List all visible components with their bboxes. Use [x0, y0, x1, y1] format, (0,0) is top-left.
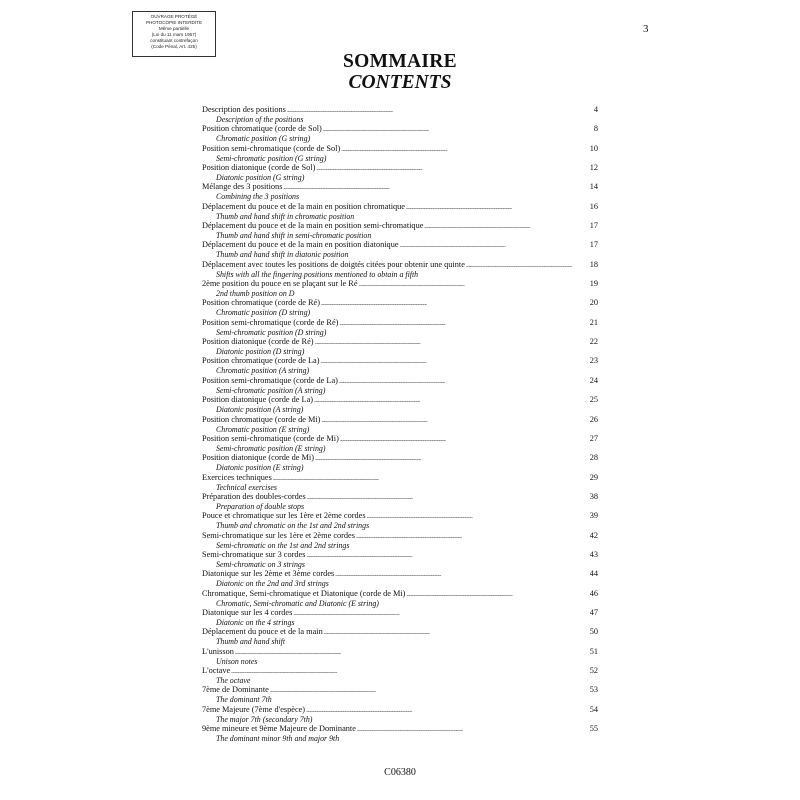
- toc-entry-line: [202, 685, 598, 695]
- dot-leader: [323, 124, 593, 136]
- toc-entry-page: 10: [589, 143, 598, 153]
- toc-entry-line: [202, 337, 598, 347]
- toc-entry-line: [202, 318, 598, 328]
- toc-entry-translation: Preparation of double stops: [216, 501, 305, 511]
- toc-entry-line: [202, 415, 598, 425]
- toc-entry-translation: The dominant 7th: [216, 695, 272, 705]
- stamp-line: (Loi du 11 mars 1957): [151, 32, 197, 38]
- toc-entry-page: 4: [593, 105, 598, 114]
- toc-entry-title: Déplacement avec toutes les positions de doigtés citées pour obtenir une quinte: [202, 259, 465, 269]
- page-title: SOMMAIRE: [343, 51, 457, 72]
- toc-entry-line: [202, 105, 598, 115]
- toc-entry: [202, 724, 598, 743]
- toc-entry: [202, 647, 598, 666]
- toc-entry-translation: Semi-chromatic position (A string): [216, 385, 326, 395]
- stamp-line: PHOTOCOPIE INTERDITE: [145, 20, 203, 26]
- toc-entry: [202, 260, 598, 279]
- dot-leader: [406, 202, 589, 214]
- stamp-line: (Code Pénal, Art. 425): [151, 44, 197, 50]
- dot-leader: [339, 318, 588, 330]
- toc-entry-translation: Semi-chromatic position (D string): [216, 327, 327, 337]
- stamp-line: Même partielle: [158, 26, 190, 32]
- toc-entry-line: [202, 240, 598, 250]
- toc-entry-translation: Thumb and chromatic on the 1st and 2nd strings: [216, 521, 370, 531]
- toc-entry-page: 28: [589, 453, 598, 463]
- toc-entry-page: 29: [589, 472, 598, 482]
- toc-entry-title: Pouce et chromatique sur les 1ère et 2ème cordes: [202, 511, 366, 521]
- toc-entry: [202, 144, 598, 163]
- toc-entry-translation: Semi-chromatic position (G string): [216, 153, 327, 163]
- toc-entry-title: Position diatonique (corde de Mi): [202, 453, 314, 463]
- toc-entry-line: [202, 279, 598, 289]
- toc-entry-translation: Thumb and hand shift in chromatic position: [216, 211, 355, 221]
- toc-entry-line: [202, 531, 598, 541]
- dot-leader: [321, 298, 589, 310]
- toc-entry-page: 23: [589, 356, 598, 366]
- toc-entry-title: Semi-chromatique sur 3 cordes: [202, 549, 306, 559]
- toc-entry-page: 18: [589, 259, 598, 269]
- toc-entry: [202, 415, 598, 434]
- toc-entry: [202, 395, 598, 414]
- toc-entry-line: [202, 473, 598, 483]
- dot-leader: [367, 511, 589, 523]
- toc-entry-line: [202, 124, 598, 134]
- toc-entry-page: 26: [589, 414, 598, 424]
- toc-entry-translation: Diatonic position (E string): [216, 463, 304, 473]
- dot-leader: [400, 240, 589, 252]
- toc-entry: [202, 608, 598, 627]
- toc-entry-page: 17: [589, 240, 598, 250]
- page-number: 3: [643, 23, 649, 35]
- toc-entry-title: Déplacement du pouce et de la main en position semi-chromatique: [202, 221, 424, 231]
- toc-entry-translation: Diatonic on the 4 strings: [216, 617, 295, 627]
- toc-entry-line: [202, 550, 598, 560]
- dot-leader: [235, 647, 589, 659]
- toc-entry-page: 19: [589, 279, 598, 289]
- toc-entry-title: Position diatonique (corde de La): [202, 395, 314, 405]
- toc-entry-title: Diatonique sur les 4 cordes: [202, 607, 293, 617]
- toc-entry-title: Position chromatique (corde de Ré): [202, 298, 320, 308]
- dot-leader: [466, 260, 589, 272]
- dot-leader: [307, 492, 589, 504]
- toc-entry-title: Chromatique, Semi-chromatique et Diatonique (corde de Mi): [202, 588, 406, 598]
- toc-entry-translation: Chromatic, Semi-chromatic and Diatonic (E string): [216, 598, 379, 608]
- toc-entry-line: [202, 492, 598, 502]
- dot-leader: [270, 685, 589, 697]
- dot-leader: [306, 550, 588, 562]
- toc-entry-title: Déplacement du pouce et de la main en position chromatique: [202, 201, 405, 211]
- toc-entry-translation: Combining the 3 positions: [216, 192, 300, 202]
- toc-entry-page: 53: [589, 685, 598, 695]
- toc-entry: [202, 531, 598, 550]
- toc-entry-page: 46: [589, 588, 598, 598]
- toc-entry-title: Préparation des doubles-cordes: [202, 491, 306, 501]
- toc-entry: [202, 511, 598, 530]
- toc-entry-translation: Diatonic position (D string): [216, 347, 305, 357]
- toc-entry-title: Diatonique sur les 2ème et 3ème cordes: [202, 569, 335, 579]
- toc-entry-page: 8: [593, 124, 598, 134]
- dot-leader: [340, 434, 589, 446]
- page-subtitle: CONTENTS: [348, 72, 452, 93]
- toc-entry-line: [202, 376, 598, 386]
- toc-entry-translation: Chromatic position (G string): [216, 134, 311, 144]
- toc-entry-page: 22: [589, 337, 598, 347]
- toc-entry: [202, 221, 598, 240]
- toc-entry-title: Position diatonique (corde de Ré): [202, 337, 314, 347]
- stamp-line: constituant contrefaçon: [150, 38, 198, 44]
- toc-entry-page: 27: [589, 433, 598, 443]
- toc-entry-page: 54: [589, 704, 598, 714]
- toc-entry: [202, 356, 598, 375]
- toc-entry-translation: Description of the positions: [216, 115, 304, 124]
- toc-entry: [202, 434, 598, 453]
- dot-leader: [324, 627, 589, 639]
- dot-leader: [359, 279, 589, 291]
- toc-entry-title: Déplacement du pouce et de la main: [202, 627, 323, 637]
- toc-entry: [202, 685, 598, 704]
- toc-entry-line: [202, 608, 598, 618]
- toc-entry-translation: Chromatic position (E string): [216, 424, 310, 434]
- toc-entry-translation: Semi-chromatic on the 1st and 2nd strings: [216, 540, 350, 550]
- toc-entry-line: [202, 144, 598, 154]
- toc-entry-translation: Thumb and hand shift in semi-chromatic position: [216, 231, 372, 241]
- toc-entry-title: 9ème mineure et 9ème Majeure de Dominante: [202, 724, 356, 733]
- table-of-contents: [202, 105, 598, 743]
- toc-entry-line: [202, 511, 598, 521]
- toc-entry: [202, 569, 598, 588]
- toc-entry-title: Position semi-chromatique (corde de La): [202, 375, 338, 385]
- toc-entry: [202, 453, 598, 472]
- toc-entry-title: L'octave: [202, 665, 231, 675]
- toc-entry: [202, 202, 598, 221]
- toc-entry-line: [202, 260, 598, 270]
- toc-entry-title: Position semi-chromatique (corde de Sol): [202, 143, 341, 153]
- toc-entry-line: [202, 434, 598, 444]
- toc-entry-title: 7ème Majeure (7ème d'espèce): [202, 704, 306, 714]
- toc-entry-line: [202, 666, 598, 676]
- toc-entry-line: [202, 647, 598, 657]
- toc-entry-translation: Diatonic position (A string): [216, 405, 304, 415]
- toc-entry-page: 44: [589, 569, 598, 579]
- dot-leader: [306, 705, 589, 717]
- dot-leader: [293, 608, 588, 620]
- dot-leader: [273, 473, 589, 485]
- toc-entry-line: [202, 569, 598, 579]
- toc-entry-title: Position diatonique (corde de Sol): [202, 163, 316, 173]
- toc-entry: [202, 298, 598, 317]
- toc-entry: [202, 163, 598, 182]
- toc-entry-translation: Diatonic position (G string): [216, 173, 305, 183]
- toc-entry-page: 16: [589, 201, 598, 211]
- toc-entry: [202, 376, 598, 395]
- toc-entry-page: 38: [589, 491, 598, 501]
- dot-leader: [315, 453, 589, 465]
- toc-entry-title: Description des positions: [202, 105, 286, 114]
- toc-entry-title: Position semi-chromatique (corde de Mi): [202, 433, 339, 443]
- toc-entry-page: 24: [589, 375, 598, 385]
- dot-leader: [316, 163, 588, 175]
- dot-leader: [335, 569, 588, 581]
- toc-entry-translation: The octave: [216, 675, 251, 685]
- toc-entry-title: Déplacement du pouce et de la main en position diatonique: [202, 240, 399, 250]
- stamp-line: OUVRAGE PROTÉGÉ: [150, 14, 198, 19]
- toc-entry-page: 12: [589, 163, 598, 173]
- toc-entry: [202, 105, 598, 124]
- toc-entry-title: Exercices techniques: [202, 472, 272, 482]
- toc-entry-line: [202, 705, 598, 715]
- toc-entry-translation: Unison notes: [216, 656, 258, 666]
- toc-entry-title: 7ème de Dominante: [202, 685, 269, 695]
- toc-entry-page: 42: [589, 530, 598, 540]
- toc-entry-translation: The dominant minor 9th and major 9th: [216, 734, 340, 743]
- toc-entry-translation: Semi-chromatic on 3 strings: [216, 559, 305, 569]
- toc-entry-title: 2ème position du pouce en se plaçant sur le Ré: [202, 279, 358, 289]
- toc-entry-line: [202, 221, 598, 231]
- toc-entry-page: 43: [589, 549, 598, 559]
- dot-leader: [231, 666, 588, 678]
- toc-entry-page: 55: [589, 724, 598, 733]
- toc-entry-page: 39: [589, 511, 598, 521]
- toc-entry-page: 52: [589, 665, 598, 675]
- toc-entry-line: [202, 163, 598, 173]
- toc-entry-translation: Chromatic position (A string): [216, 366, 310, 376]
- toc-entry-translation: Technical exercises: [216, 482, 277, 492]
- toc-entry: [202, 337, 598, 356]
- dot-leader: [357, 724, 589, 736]
- toc-entry: [202, 627, 598, 646]
- toc-entry-page: 50: [589, 627, 598, 637]
- toc-entry-title: Mélange des 3 positions: [202, 182, 283, 192]
- toc-entry-page: 20: [589, 298, 598, 308]
- toc-entry: [202, 473, 598, 492]
- toc-entry: [202, 279, 598, 298]
- dot-leader: [315, 337, 589, 349]
- toc-entry-page: 25: [589, 395, 598, 405]
- dot-leader: [283, 182, 588, 194]
- toc-entry: [202, 182, 598, 201]
- toc-entry-title: Position chromatique (corde de Sol): [202, 124, 322, 134]
- toc-entry-title: Position semi-chromatique (corde de Ré): [202, 317, 339, 327]
- dot-leader: [321, 415, 588, 427]
- toc-entry-line: [202, 202, 598, 212]
- catalog-code: C06380: [384, 767, 416, 778]
- toc-entry-translation: 2nd thumb position on D: [216, 289, 295, 299]
- dot-leader: [356, 531, 589, 543]
- toc-entry-line: [202, 453, 598, 463]
- dot-leader: [339, 376, 589, 388]
- toc-entry-line: [202, 627, 598, 637]
- toc-entry-translation: Thumb and hand shift in diatonic position: [216, 250, 349, 260]
- toc-entry: [202, 589, 598, 608]
- toc-entry-page: 47: [589, 607, 598, 617]
- toc-entry-title: Semi-chromatique sur les 1ère et 2ème cordes: [202, 530, 355, 540]
- toc-entry-translation: The major 7th (secondary 7th): [216, 714, 313, 724]
- toc-entry: [202, 124, 598, 143]
- toc-entry: [202, 240, 598, 259]
- toc-entry: [202, 666, 598, 685]
- toc-entry-title: Position chromatique (corde de Mi): [202, 414, 321, 424]
- dot-leader: [287, 105, 593, 117]
- toc-entry-page: 14: [589, 182, 598, 192]
- toc-entry-line: [202, 589, 598, 599]
- dot-leader: [424, 221, 588, 233]
- toc-entry: [202, 550, 598, 569]
- toc-entry: [202, 705, 598, 724]
- toc-entry-page: 17: [589, 221, 598, 231]
- dot-leader: [406, 589, 588, 601]
- toc-entry-translation: Semi-chromatic position (E string): [216, 443, 326, 453]
- dot-leader: [341, 144, 588, 156]
- toc-entry-line: [202, 395, 598, 405]
- toc-entry-translation: Diatonic on the 2nd and 3rd strings: [216, 579, 329, 589]
- toc-entry-translation: Chromatic position (D string): [216, 308, 311, 318]
- toc-entry: [202, 492, 598, 511]
- toc-entry-line: [202, 724, 598, 734]
- toc-entry: [202, 318, 598, 337]
- dot-leader: [321, 356, 589, 368]
- toc-entry-page: 51: [589, 646, 598, 656]
- toc-entry-translation: Shifts with all the fingering positions mentioned to obtain a fifth: [216, 269, 419, 279]
- dot-leader: [314, 395, 589, 407]
- toc-entry-title: L'unisson: [202, 646, 234, 656]
- toc-entry-line: [202, 356, 598, 366]
- toc-entry-page: 21: [589, 317, 598, 327]
- toc-entry-translation: Thumb and hand shift: [216, 637, 286, 647]
- toc-entry-line: [202, 298, 598, 308]
- toc-entry-title: Position chromatique (corde de La): [202, 356, 320, 366]
- toc-entry-line: [202, 182, 598, 192]
